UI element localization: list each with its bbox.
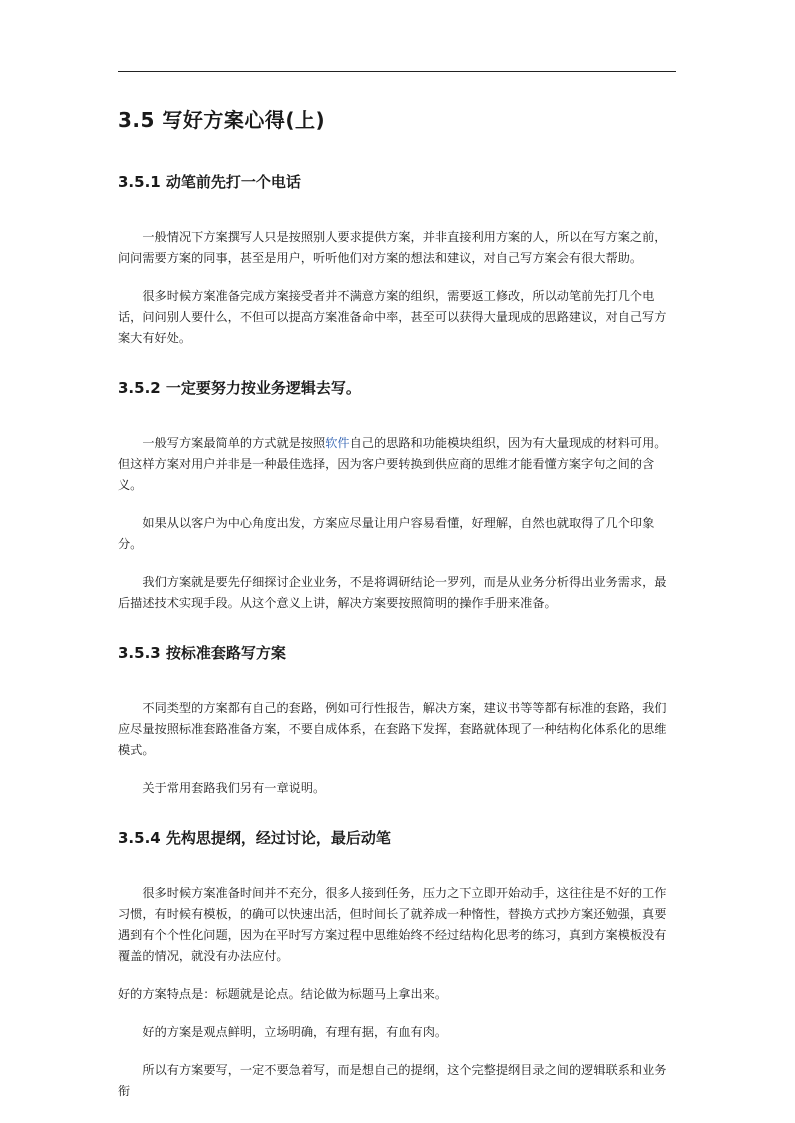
paragraph: 不同类型的方案都有自己的套路，例如可行性报告，解决方案，建议书等等都有标准的套路，我们应尽量按照标准套路准备方案，不要自成体系，在套路下发挥，套路就体现了一种结构化体系化的思维模式。 [118, 701, 667, 757]
paragraph-text: 自己的思路和功能模块组织，因为有大量现成的材料可用。但这样方案对用户并非是一种最佳选择，因为客户要转换到供应商的思维才能看懂方案字句之间的含义。 [118, 436, 667, 492]
paragraph: 很多时候方案准备时间并不充分，很多人接到任务，压力之下立即开始动手，这往往是不好的工作习惯，有时候有模板，的确可以快速出活，但时间长了就养成一种惰性，替换方式抄方案还勉强，真要遇到有个个性化问题，因为在平时写方案过程中思维始终不经过结构化思考的练习，真到方案模板没有覆盖的情况，就没有办法应付。 [118, 886, 667, 963]
paragraph-line: 所以有方案要写，一定不要急着写，而是想自己的提纲，这个完整提纲目录之间的逻辑联系和业务衔 [118, 1063, 667, 1098]
section-3-5-2 [118, 377, 678, 614]
section-heading: 3.5.2 一定要努力按业务逻辑去写。 [118, 379, 361, 397]
paragraph-truncated [118, 1060, 678, 1102]
section-3-5-1 [118, 171, 678, 349]
paragraph: 很多时候方案准备完成方案接受者并不满意方案的组织，需要返工修改，所以动笔前先打几个电话，问问别人要什么，不但可以提高方案准备命中率，甚至可以获得大量现成的思路建议，对自己写方案大有好处。 [118, 289, 667, 345]
document-body [118, 104, 678, 1102]
software-link[interactable]: 软件 [325, 436, 350, 450]
section-heading: 3.5.1 动笔前先打一个电话 [118, 173, 301, 191]
header-rule [118, 71, 676, 72]
section-heading: 3.5.3 按标准套路写方案 [118, 644, 286, 662]
paragraph: 好的方案是观点鲜明，立场明确，有理有据，有血有肉。 [142, 1025, 448, 1039]
page-title: 3.5 写好方案心得(上) [118, 108, 326, 132]
paragraph-noindent: 好的方案特点是：标题就是论点。结论做为标题马上拿出来。 [118, 987, 448, 1001]
paragraph-with-link [118, 433, 678, 496]
section-heading: 3.5.4 先构思提纲，经过讨论，最后动笔 [118, 829, 391, 847]
section-3-5-3 [118, 642, 678, 799]
section-3-5-4 [118, 827, 678, 1102]
paragraph: 一般情况下方案撰写人只是按照别人要求提供方案，并非直接利用方案的人，所以在写方案之前，问问需要方案的同事，甚至是用户，听听他们对方案的想法和建议，对自己写方案会有很大帮助。 [118, 230, 667, 265]
paragraph: 如果从以客户为中心角度出发，方案应尽量让用户容易看懂，好理解，自然也就取得了几个印象分。 [118, 516, 655, 551]
paragraph: 关于常用套路我们另有一章说明。 [142, 781, 326, 795]
paragraph: 我们方案就是要先仔细探讨企业业务，不是将调研结论一罗列，而是从业务分析得出业务需求，最后描述技术实现手段。从这个意义上讲，解决方案要按照简明的操作手册来准备。 [118, 575, 667, 610]
paragraph-text: 一般写方案最简单的方式就是按照 [142, 436, 326, 450]
